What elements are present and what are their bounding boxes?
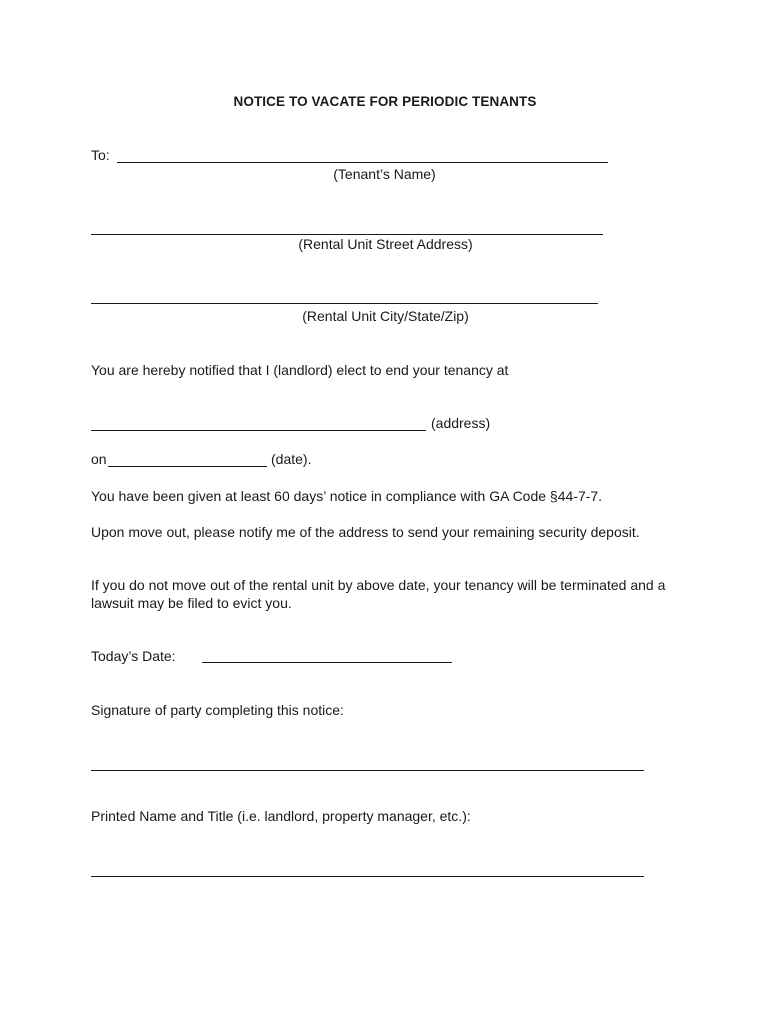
tenancy-address-line[interactable] [91, 430, 426, 431]
street-address-caption: (Rental Unit Street Address) [298, 236, 473, 252]
date-suffix: (date). [271, 451, 312, 467]
printed-name-line[interactable] [91, 876, 644, 877]
todays-date-line[interactable] [202, 662, 452, 663]
notice-period-text: You have been given at least 60 days’ notice in compliance with GA Code §44-7-7. [91, 488, 603, 504]
street-address-line[interactable] [91, 234, 603, 235]
to-label: To: [91, 147, 110, 163]
todays-date-label: Today’s Date: [91, 648, 176, 664]
tenant-name-caption: (Tenant’s Name) [333, 166, 436, 182]
city-state-zip-caption: (Rental Unit City/State/Zip) [302, 308, 469, 324]
document-title: NOTICE TO VACATE FOR PERIODIC TENANTS [233, 94, 537, 109]
on-label: on [91, 451, 107, 467]
address-suffix: (address) [431, 415, 491, 431]
tenancy-end-date-line[interactable] [108, 466, 267, 467]
notice-intro: You are hereby notified that I (landlord) elect to end your tenancy at [91, 362, 509, 378]
printed-name-label: Printed Name and Title (i.e. landlord, property manager, etc.): [91, 808, 471, 824]
tenant-name-line[interactable] [117, 162, 608, 163]
city-state-zip-line[interactable] [91, 303, 598, 304]
security-deposit-text: Upon move out, please notify me of the address to send your remaining security deposit. [91, 524, 640, 540]
signature-label: Signature of party completing this notice: [91, 702, 344, 718]
lawsuit-warning-text: If you do not move out of the rental unit by above date, your tenancy will be terminated and a lawsuit may be filed to evict you. [91, 577, 666, 611]
signature-line[interactable] [91, 770, 644, 771]
